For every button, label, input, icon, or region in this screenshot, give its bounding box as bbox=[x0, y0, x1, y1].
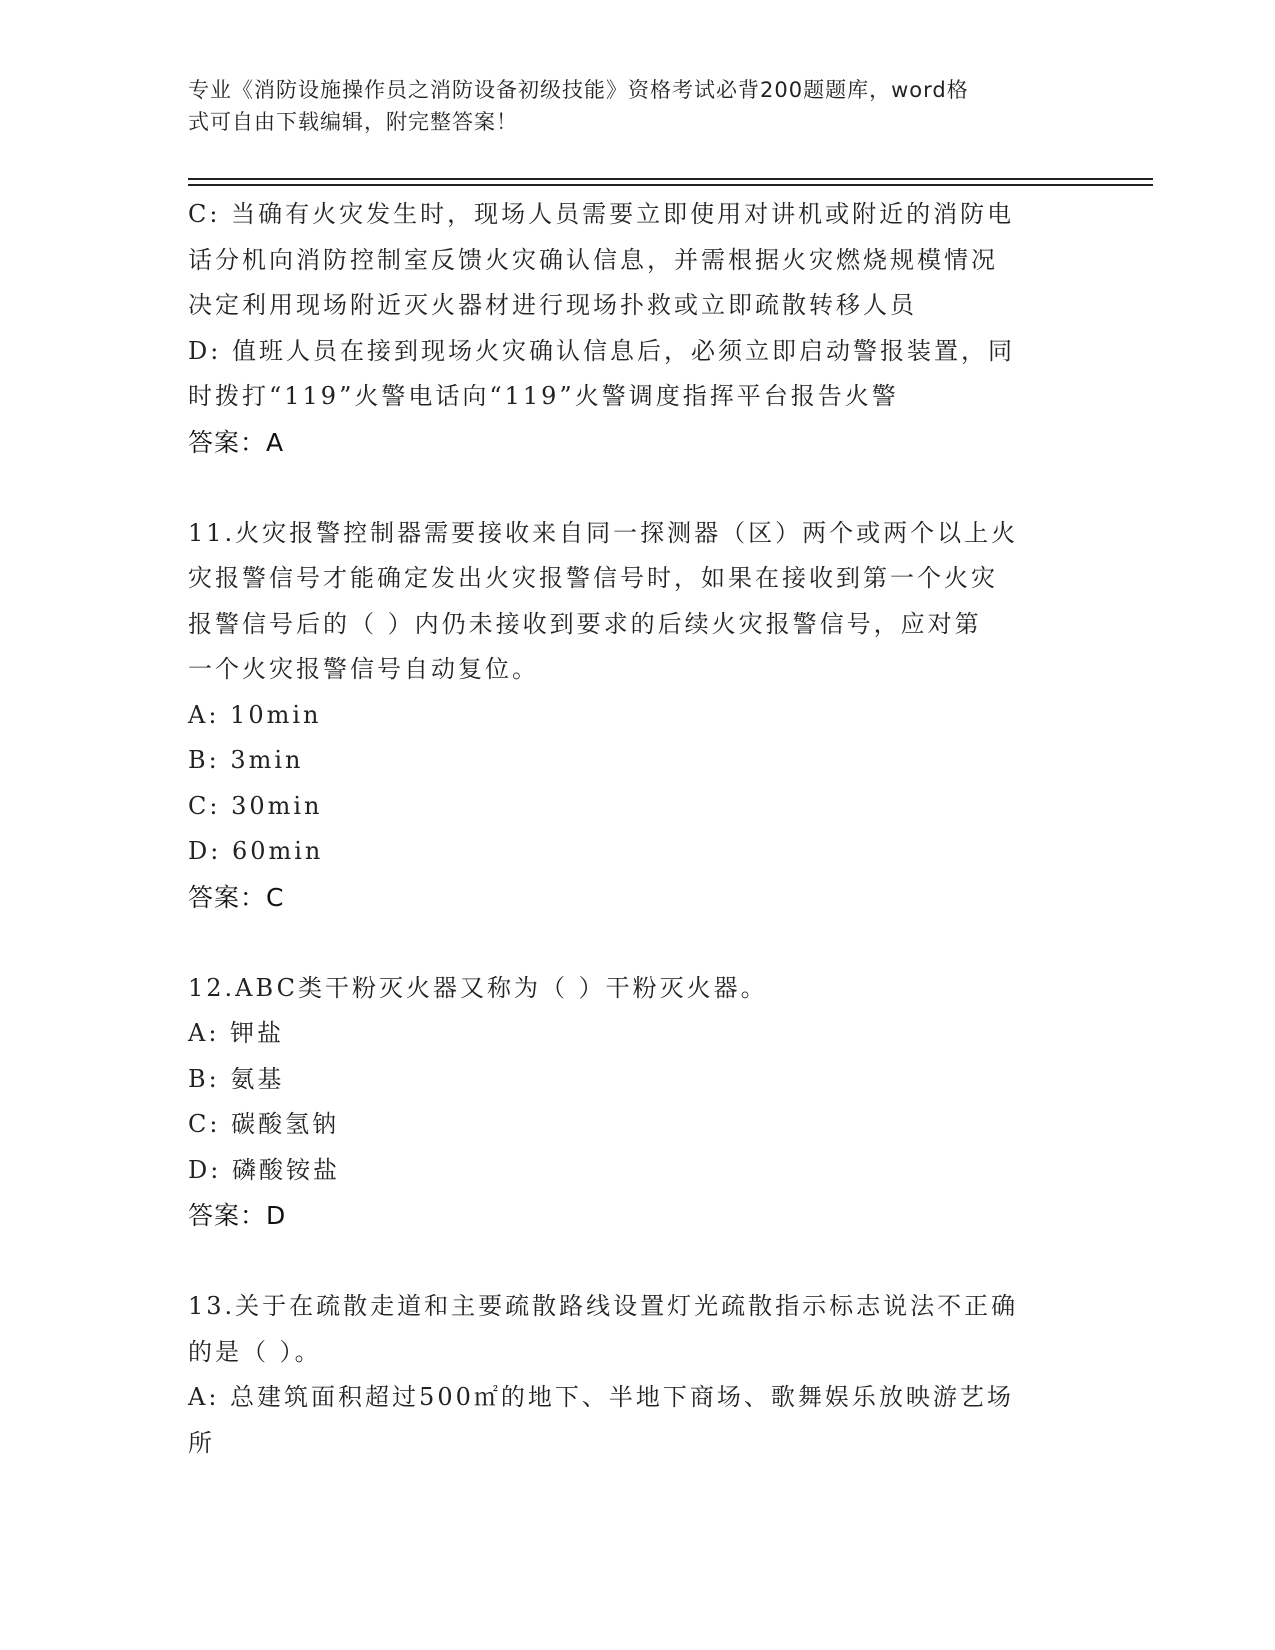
header-divider-top bbox=[188, 178, 1153, 180]
header-line-1: 专业《消防设施操作员之消防设备初级技能》资格考试必背200题题库，word格 bbox=[188, 78, 969, 102]
option-d: D: 60min bbox=[188, 837, 324, 865]
option-a: A: 总建筑面积超过500㎡的地下、半地下商场、歌舞娱乐放映游艺场 bbox=[188, 1383, 1014, 1411]
question-list bbox=[188, 192, 1068, 1466]
option-d-line: 时拨打“119”火警电话向“119”火警调度指挥平台报告火警 bbox=[188, 382, 899, 410]
answer-label: 答案：C bbox=[188, 882, 285, 912]
option-c-line: C: 当确有火灾发生时，现场人员需要立即使用对讲机或附近的消防电 bbox=[188, 200, 1015, 228]
option-a: 所 bbox=[188, 1428, 215, 1457]
question-stem-line: 12.ABC类干粉灭火器又称为（ ）干粉灭火器。 bbox=[188, 973, 768, 1002]
header-line-2: 式可自由下载编辑，附完整答案！ bbox=[188, 110, 518, 134]
option-c: C: 碳酸氢钠 bbox=[188, 1110, 340, 1138]
question-stem-line: 11.火灾报警控制器需要接收来自同一探测器（区）两个或两个以上火 bbox=[188, 518, 1019, 547]
option-a: A: 钾盐 bbox=[188, 1019, 285, 1047]
answer-label: 答案：A bbox=[188, 427, 285, 457]
option-d-line: D: 值班人员在接到现场火灾确认信息后，必须立即启动警报装置，同 bbox=[188, 336, 1015, 365]
question-stem-line: 灾报警信号才能确定发出火灾报警信号时，如果在接收到第一个火灾 bbox=[188, 564, 998, 592]
question-11 bbox=[188, 511, 1068, 921]
answer-label: 答案：D bbox=[188, 1201, 287, 1230]
option-d: D: 磷酸铵盐 bbox=[188, 1155, 340, 1184]
question-stem-line: 的是（ ）。 bbox=[188, 1337, 322, 1366]
option-c-line: 话分机向消防控制室反馈火灾确认信息，并需根据火灾燃烧规模情况 bbox=[188, 245, 998, 274]
question-13 bbox=[188, 1284, 1068, 1466]
spacer bbox=[188, 465, 1068, 511]
document-header bbox=[188, 74, 1068, 138]
option-c: C: 30min bbox=[188, 791, 323, 820]
question-12 bbox=[188, 966, 1068, 1239]
spacer bbox=[188, 1239, 1068, 1285]
question-stem-line: 一个火灾报警信号自动复位。 bbox=[188, 655, 539, 683]
option-a: A: 10min bbox=[188, 700, 322, 729]
question-10-continuation bbox=[188, 192, 1068, 465]
option-c-line: 决定利用现场附近灭火器材进行现场扑救或立即疏散转移人员 bbox=[188, 291, 917, 319]
header-divider-bottom bbox=[188, 184, 1153, 186]
spacer bbox=[188, 920, 1068, 966]
option-b: B: 氨基 bbox=[188, 1064, 285, 1093]
question-stem-line: 13.关于在疏散走道和主要疏散路线设置灯光疏散指示标志说法不正确 bbox=[188, 1292, 1019, 1320]
question-stem-line: 报警信号后的（ ）内仍未接收到要求的后续火灾报警信号，应对第 bbox=[188, 609, 982, 638]
option-b: B: 3min bbox=[188, 746, 304, 774]
